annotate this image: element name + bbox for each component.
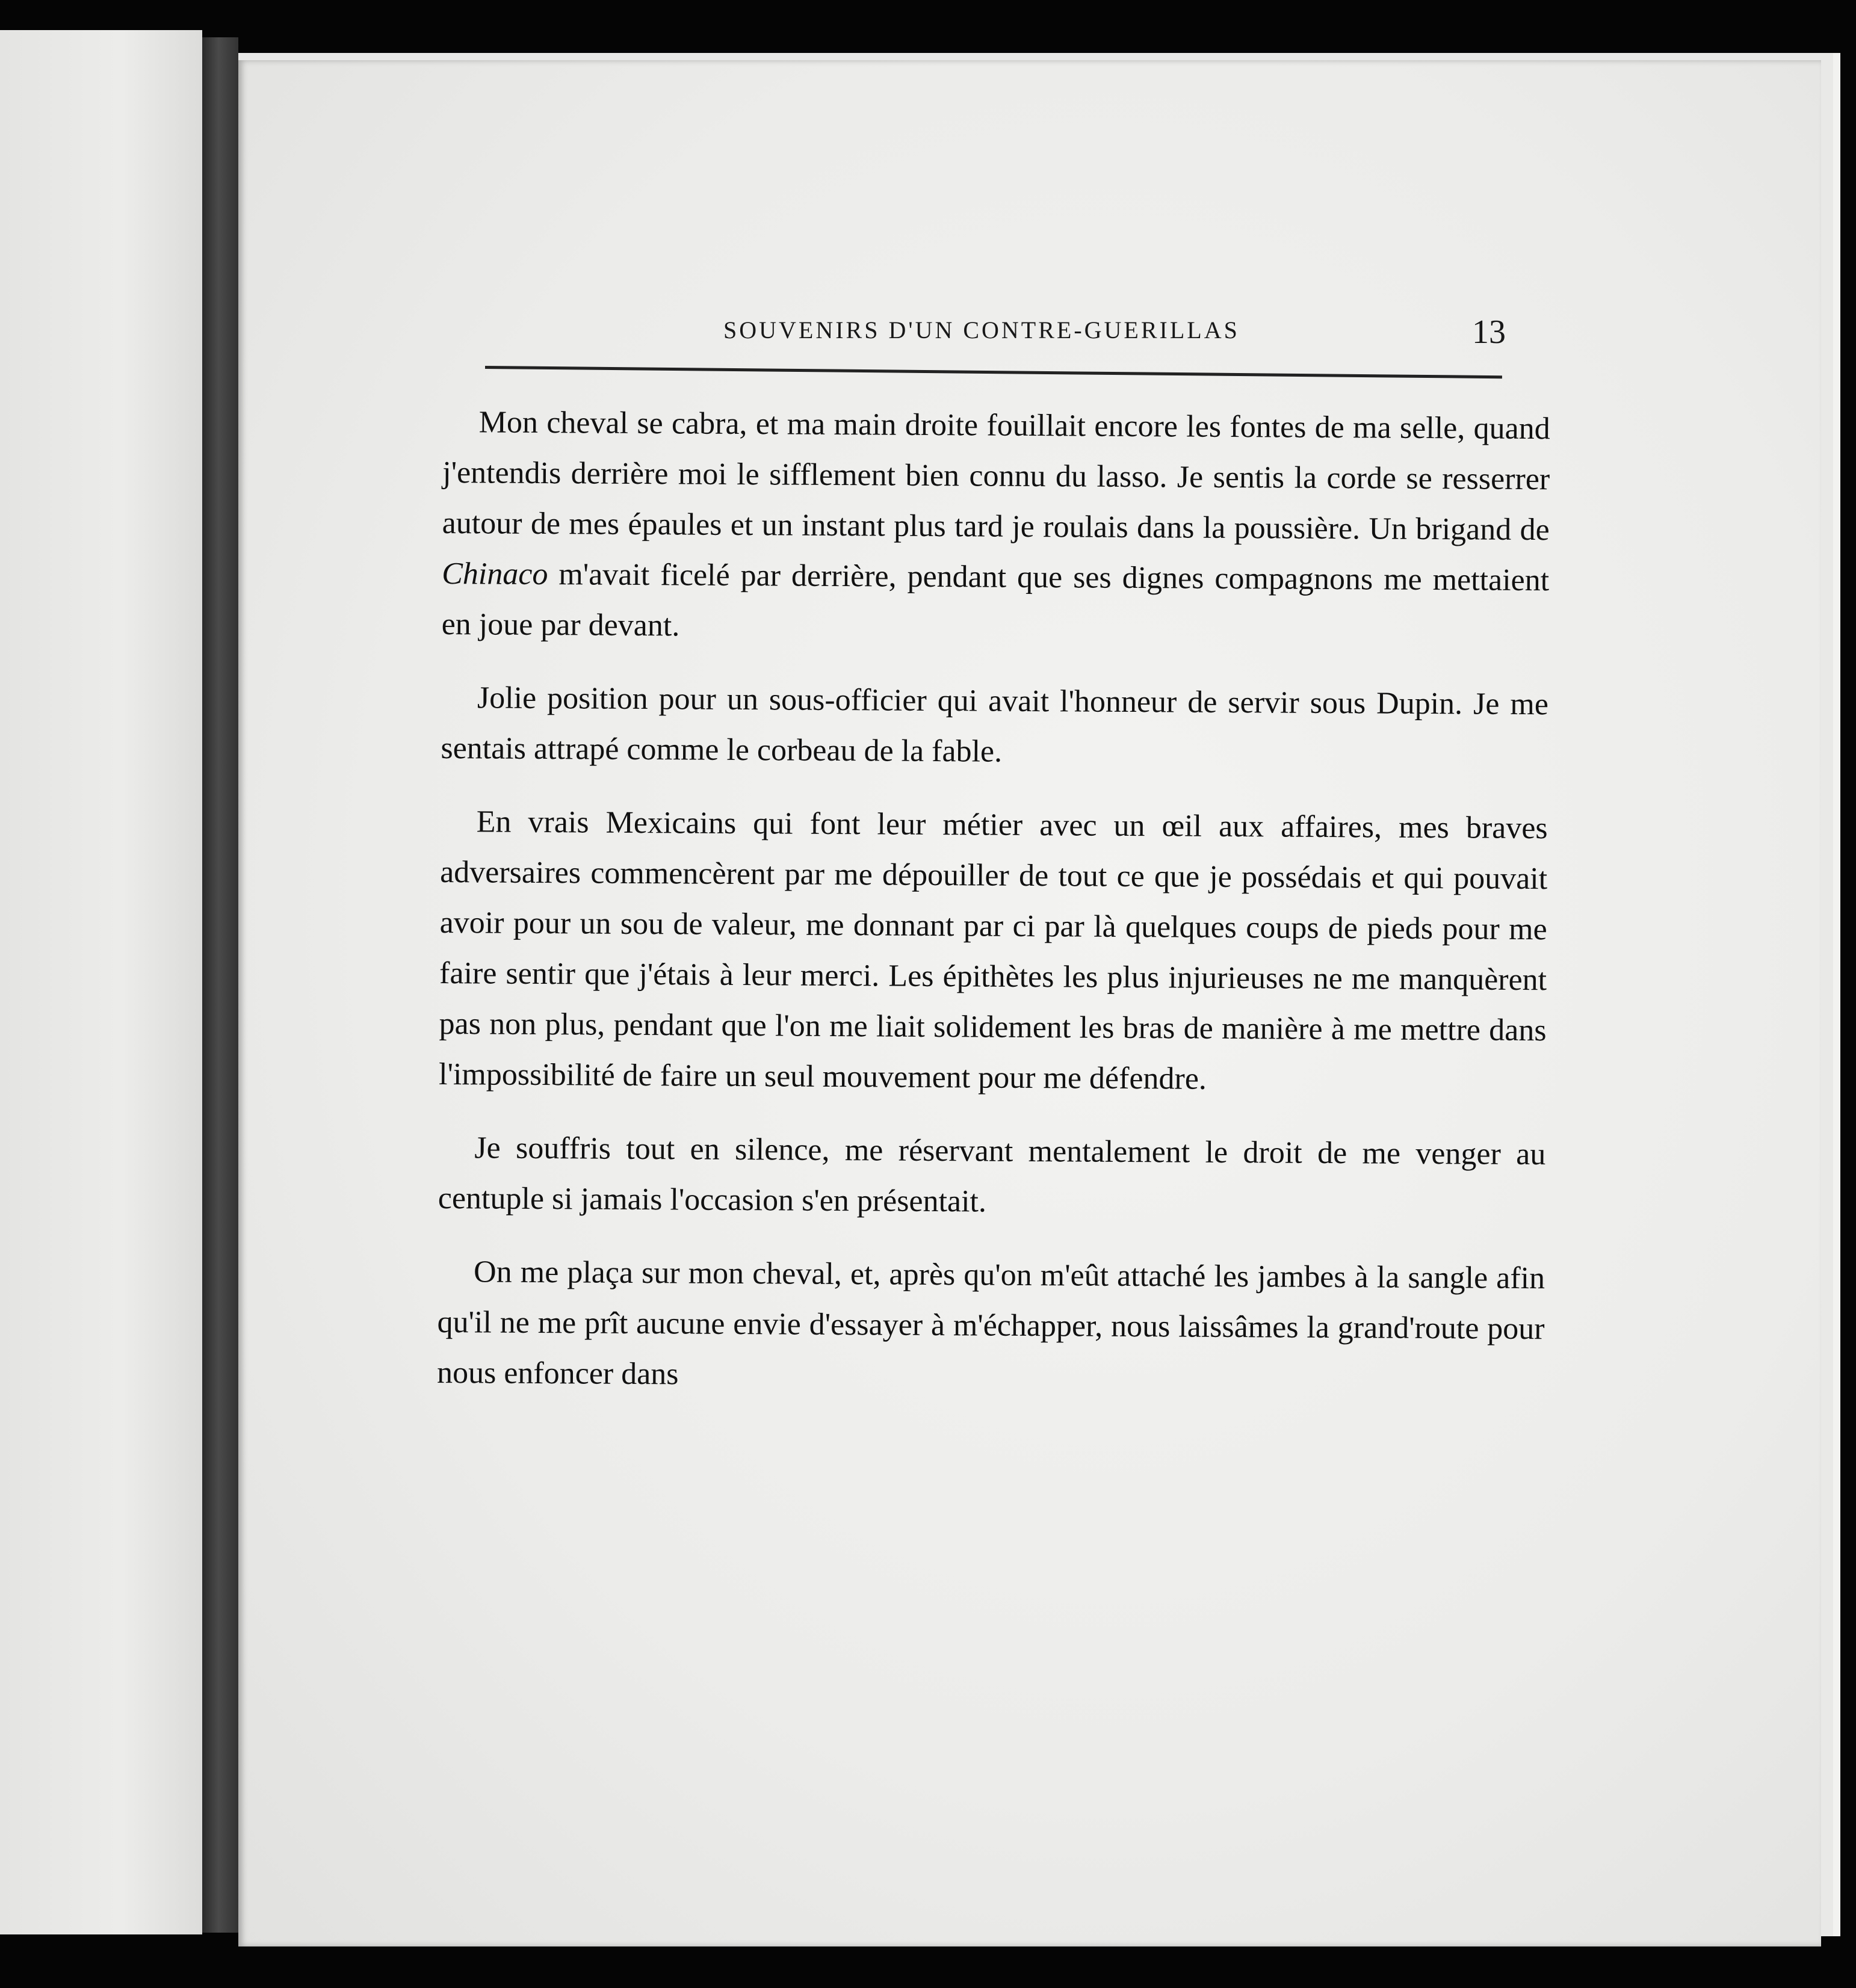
paragraph-text: Jolie position pour un sous-officier qui avait l'honneur de servir sous Dupin. Je me sentais attrapé comme le corbeau de la fable.	[441, 681, 1549, 769]
italic-word: Chinaco	[442, 556, 548, 592]
paragraph	[438, 1123, 1546, 1230]
paragraph-text-continued: m'avait ficelé par derrière, pendant que ses dignes compagnons me mettaient en joue par devant.	[441, 557, 1550, 643]
header-rule	[485, 366, 1502, 378]
book-page	[238, 60, 1821, 1946]
paragraph	[441, 673, 1548, 780]
paragraph	[441, 397, 1550, 656]
paragraph-text: Je souffris tout en silence, me réservant mentalement le droit de me venger au centuple si jamais l'occasion s'en présentait.	[438, 1131, 1546, 1219]
paragraph-text: Mon cheval se cabra, et ma main droite fouillait encore les fontes de ma selle, quand j'entendis derrière moi le sifflement bien connu du lasso. Je sentis la corde se resserrer autour de mes épaules et un instant plus tard je roulais dans la poussière. Un brigand de	[442, 405, 1550, 548]
paragraph-text: En vrais Mexicains qui font leur métier avec un œil aux affaires, mes braves adversaires commencèrent par me dépouiller de tout ce que je possédais et qui pouvait avoir pour un sou de valeur, me donnant par ci par là quelques coups de pieds pour me faire sentir que j'étais à leur merci. Les épithètes les plus injurieuses ne me manquèrent pas non plus, pendant que l'on me liait solidement les bras de manière à me mettre dans l'impossibilité de faire un seul mouvement pour me défendre.	[438, 804, 1548, 1096]
paragraph-text: On me plaça sur mon cheval, et, après qu'on m'eût attaché les jambes à la sangle afin qu'il ne me prît aucune envie d'essayer à m'échapper, nous laissâmes la grand'route pour nous enfoncer dans	[436, 1255, 1545, 1392]
running-head: SOUVENIRS D'UN CONTRE-GUERILLAS	[723, 316, 1240, 344]
page-number: 13	[1472, 313, 1506, 351]
body-text	[437, 397, 1550, 1405]
previous-page-edge	[0, 30, 202, 1934]
book-gutter	[202, 37, 238, 1933]
paragraph	[439, 797, 1548, 1107]
paragraph	[437, 1247, 1545, 1405]
